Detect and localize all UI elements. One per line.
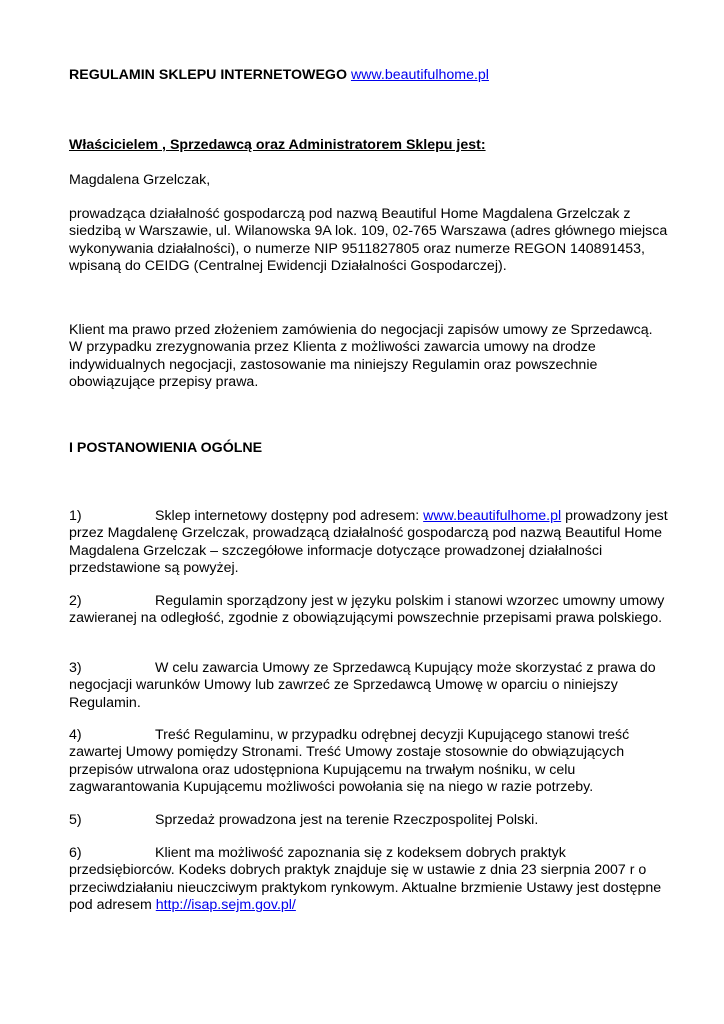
shop-url-link[interactable]: www.beautifulhome.pl [350,67,489,83]
document-title-line [69,67,669,84]
list-item [69,727,669,797]
item-text: Sprzedaż prowadzona jest na terenie Rzeczpospolitej Polski. [155,812,539,828]
item-number: 1) [69,508,82,524]
item-number: 6) [69,845,82,861]
item-number: 5) [69,812,82,828]
item-text: Treść Regulaminu, w przypadku odrębnej decyzji Kupującego stanowi treść zawartej Umowy pomiędzy Stronami. Treść Umowy zostaje stosownie do obwiązujących przepisów utrwalona oraz udostępniona Kupującemu na trwałym nośniku, w celu zagwarantowania Kupującemu możliwości powołania się na niego w razie potrzeby. [69,727,630,796]
item-number: 4) [69,727,82,743]
list-item [69,660,669,712]
list-item [69,593,669,628]
owner-details: prowadząca działalność gospodarczą pod nazwą Beautiful Home Magdalena Grzelczak z siedzibą w Warszawie, ul. Wilanowska 9A lok. 109, 02-765 Warszawa (adres głównego miejsca wykonywania działalności), o numerze NIP 9511827805 oraz numerze REGON 140891453, wpisaną do CEIDG (Centralnej Ewidencji Działalności Gospodarczej). [69,206,668,275]
item-text: prowadzony jest przez Magdalenę Grzelczak, prowadzącą działalność gospodarczą pod nazwą Beautiful Home Magdalena Grzelczak – szczegółowe informacje dotyczące prowadzonej działalności przedstawione są powyżej. [69,508,668,577]
item-text: Regulamin sporządzony jest w języku polskim i stanowi wzorzec umowny umowy zawieranej na odległość, zgodnie z obowiązującymi powszechnie przepisami prawa polskiego. [69,593,665,627]
list-item [69,812,669,829]
item-text: W celu zawarcia Umowy ze Sprzedawcą Kupujący może skorzystać z prawa do negocjacji warunków Umowy lub zawrzeć ze Sprzedawcą Umowę w oparciu o niniejszy Regulamin. [69,660,656,711]
client-negotiation-note: Klient ma prawo przed złożeniem zamówienia do negocjacji zapisów umowy ze Sprzedawcą. W przypadku zrezygnowania przez Klienta z możliwości zawarcia umowy na drodze indywidualnych negocjacji, zastosowanie ma niniejszy Regulamin oraz powszechnie obowiązujące przepisy prawa. [69,322,653,391]
document-title: REGULAMIN SKLEPU INTERNETOWEGO [69,67,347,83]
item-number: 2) [69,593,82,609]
owner-name: Magdalena Grzelczak, [69,172,211,188]
list-item [69,508,669,578]
item-text: Klient ma możliwość zapoznania się z kodeksem dobrych praktyk przedsiębiorców. Kodeks dobrych praktyk znajduje się w ustawie z dnia 23 sierpnia 2007 r o przeciwdziałaniu nieuczciwym praktykom rynkowym. Aktualne brzmienie Ustawy jest dostępne pod adresem [69,845,662,914]
isap-link[interactable]: http://isap.sejm.gov.pl/ [155,897,296,914]
owner-heading: Właścicielem , Sprzedawcą oraz Administratorem Sklepu jest: [69,137,486,153]
item-text: Sklep internetowy dostępny pod adresem: [155,508,424,524]
list-item [69,845,669,915]
section-heading-general: I POSTANOWIENIA OGÓLNE [69,440,263,456]
shop-url-link-inline[interactable]: www.beautifulhome.pl [423,508,562,524]
item-number: 3) [69,660,82,676]
